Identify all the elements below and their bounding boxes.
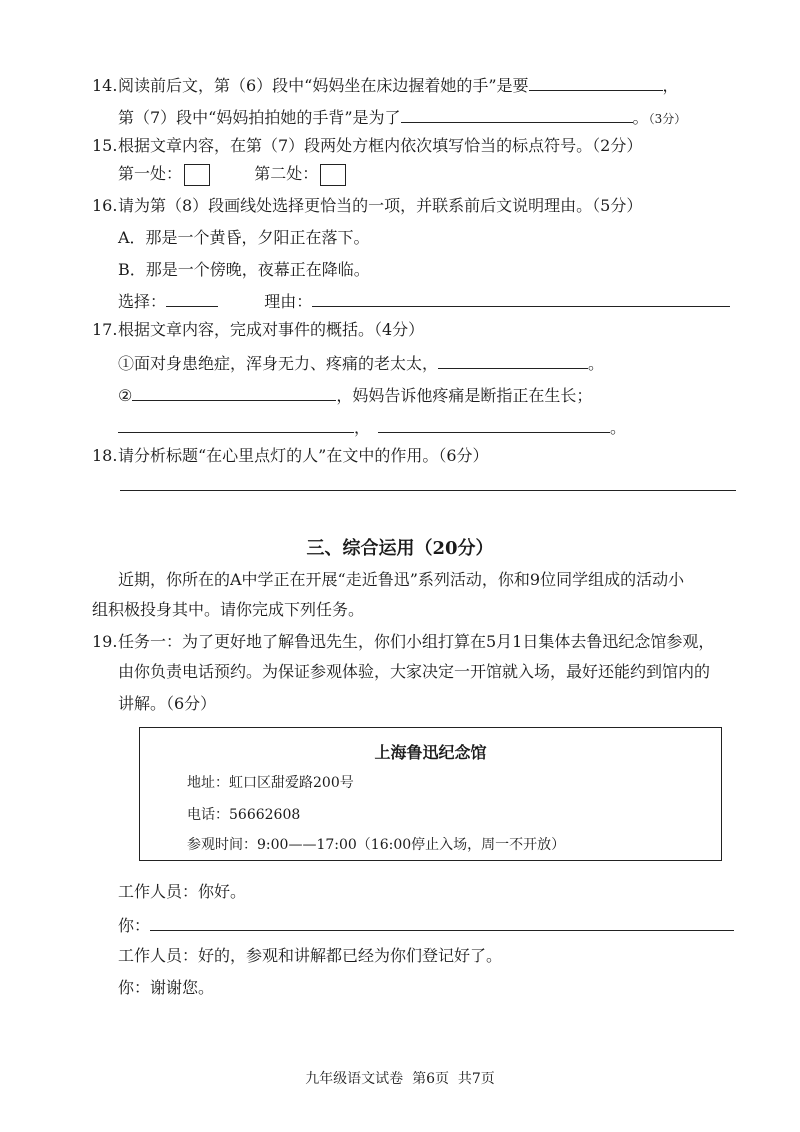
q16-text: 请为第（8）段画线处选择更恰当的一项，并联系前后文说明理由。（5分）	[118, 196, 643, 215]
dialog-answer-blank[interactable]	[150, 912, 734, 931]
q18-answer-line[interactable]	[120, 490, 736, 491]
dialog-line3: 工作人员：好的，参观和讲解都已经为你们登记好了。	[118, 946, 503, 965]
q14-line1-end: ，	[662, 76, 679, 95]
q14-number: 14.	[92, 76, 118, 95]
dialog-line2	[118, 912, 734, 938]
q17-item1	[118, 350, 604, 376]
intro-line1: 近期，你所在的A中学正在开展“走近鲁迅”系列活动，你和9位同学组成的活动小	[118, 570, 685, 589]
q19-text1: 任务一：为了更好地了解鲁迅先生，你们小组打算在5月1日集体去鲁迅纪念馆参观，	[118, 632, 715, 651]
q16-question	[92, 194, 642, 218]
q17-item3	[118, 414, 626, 440]
q17-question	[92, 318, 424, 342]
q14-blank1[interactable]	[529, 72, 663, 91]
q15-second-label: 第二处：	[254, 164, 319, 183]
q17-item3-blank1[interactable]	[118, 414, 354, 433]
museum-info-box	[139, 727, 722, 861]
q16-number: 16.	[92, 196, 118, 215]
q17-item1-blank[interactable]	[438, 350, 588, 369]
museum-phone: 电话：56662608	[187, 807, 301, 823]
dialog-you-label: 你：	[118, 916, 151, 935]
q17-item2-text: ，妈妈告诉他疼痛是断指正在生长；	[336, 386, 593, 405]
q15-first-box[interactable]	[184, 164, 210, 186]
q17-item3-end: 。	[610, 418, 627, 437]
q15-first-label: 第一处：	[118, 164, 183, 183]
q15-second-box[interactable]	[320, 164, 346, 186]
q17-text: 根据文章内容，完成对事件的概括。（4分）	[118, 320, 425, 339]
q18-question	[92, 444, 489, 468]
q16-reason-blank[interactable]	[312, 288, 730, 307]
q17-item3-blank2[interactable]	[378, 414, 610, 433]
q18-number: 18.	[92, 446, 118, 465]
q14-line2-end: 。	[632, 108, 649, 127]
q14-text2: 第（7）段中“妈妈拍拍她的手背”是为了	[118, 108, 401, 127]
q16-choice-blank[interactable]	[166, 288, 218, 307]
q15-answer-row	[118, 162, 350, 186]
q17-item3-mid: ，	[354, 418, 371, 437]
page-footer: 九年级语文试卷 第6页 共7页	[305, 1071, 495, 1087]
q17-item2-blank[interactable]	[132, 382, 336, 401]
intro-line2: 组积极投身其中。请你完成下列任务。	[92, 600, 365, 619]
q14-line1	[92, 72, 679, 98]
q16-reason-label: 理由：	[264, 292, 313, 311]
q16-option-a: A．那是一个黄昏，夕阳正在落下。	[118, 228, 370, 247]
section-title: 三、综合运用（20分）	[306, 538, 494, 559]
q17-item1-text: ①面对身患绝症，浑身无力、疼痛的老太太，	[118, 354, 439, 373]
q14-blank2[interactable]	[401, 104, 633, 123]
q15-number: 15.	[92, 136, 118, 155]
q16-answer-row	[118, 288, 730, 314]
q18-text: 请分析标题“在心里点灯的人”在文中的作用。（6分）	[118, 446, 489, 465]
q19-number: 19.	[92, 632, 118, 651]
q17-item1-end: 。	[588, 354, 605, 373]
dialog-line4: 你：谢谢您。	[118, 978, 215, 997]
museum-title: 上海鲁迅纪念馆	[374, 743, 487, 762]
q17-number: 17.	[92, 320, 118, 339]
q19-line2: 由你负责电话预约。为保证参观体验，大家决定一开馆就入场，最好还能约到馆内的	[118, 662, 711, 681]
museum-address: 地址：虹口区甜爱路200号	[187, 775, 354, 791]
q17-item2	[118, 382, 592, 408]
q15-question	[92, 134, 642, 158]
q15-text: 根据文章内容，在第（7）段两处方框内依次填写恰当的标点符号。（2分）	[118, 136, 643, 155]
museum-hours: 参观时间：9:00——17:00（16:00停止入场，周一不开放）	[187, 837, 566, 853]
q14-text1: 阅读前后文，第（6）段中“妈妈坐在床边握着她的手”是要	[118, 76, 529, 95]
q14-score: （3分）	[648, 112, 687, 126]
q14-line2	[118, 104, 686, 131]
q16-choice-label: 选择：	[118, 292, 167, 311]
q16-option-b: B．那是一个傍晚，夜幕正在降临。	[118, 260, 370, 279]
q19-line3: 讲解。（6分）	[118, 694, 217, 713]
q19-line1	[92, 630, 714, 654]
dialog-line1: 工作人员：你好。	[118, 882, 247, 901]
q17-item2-prefix: ②	[118, 386, 133, 405]
